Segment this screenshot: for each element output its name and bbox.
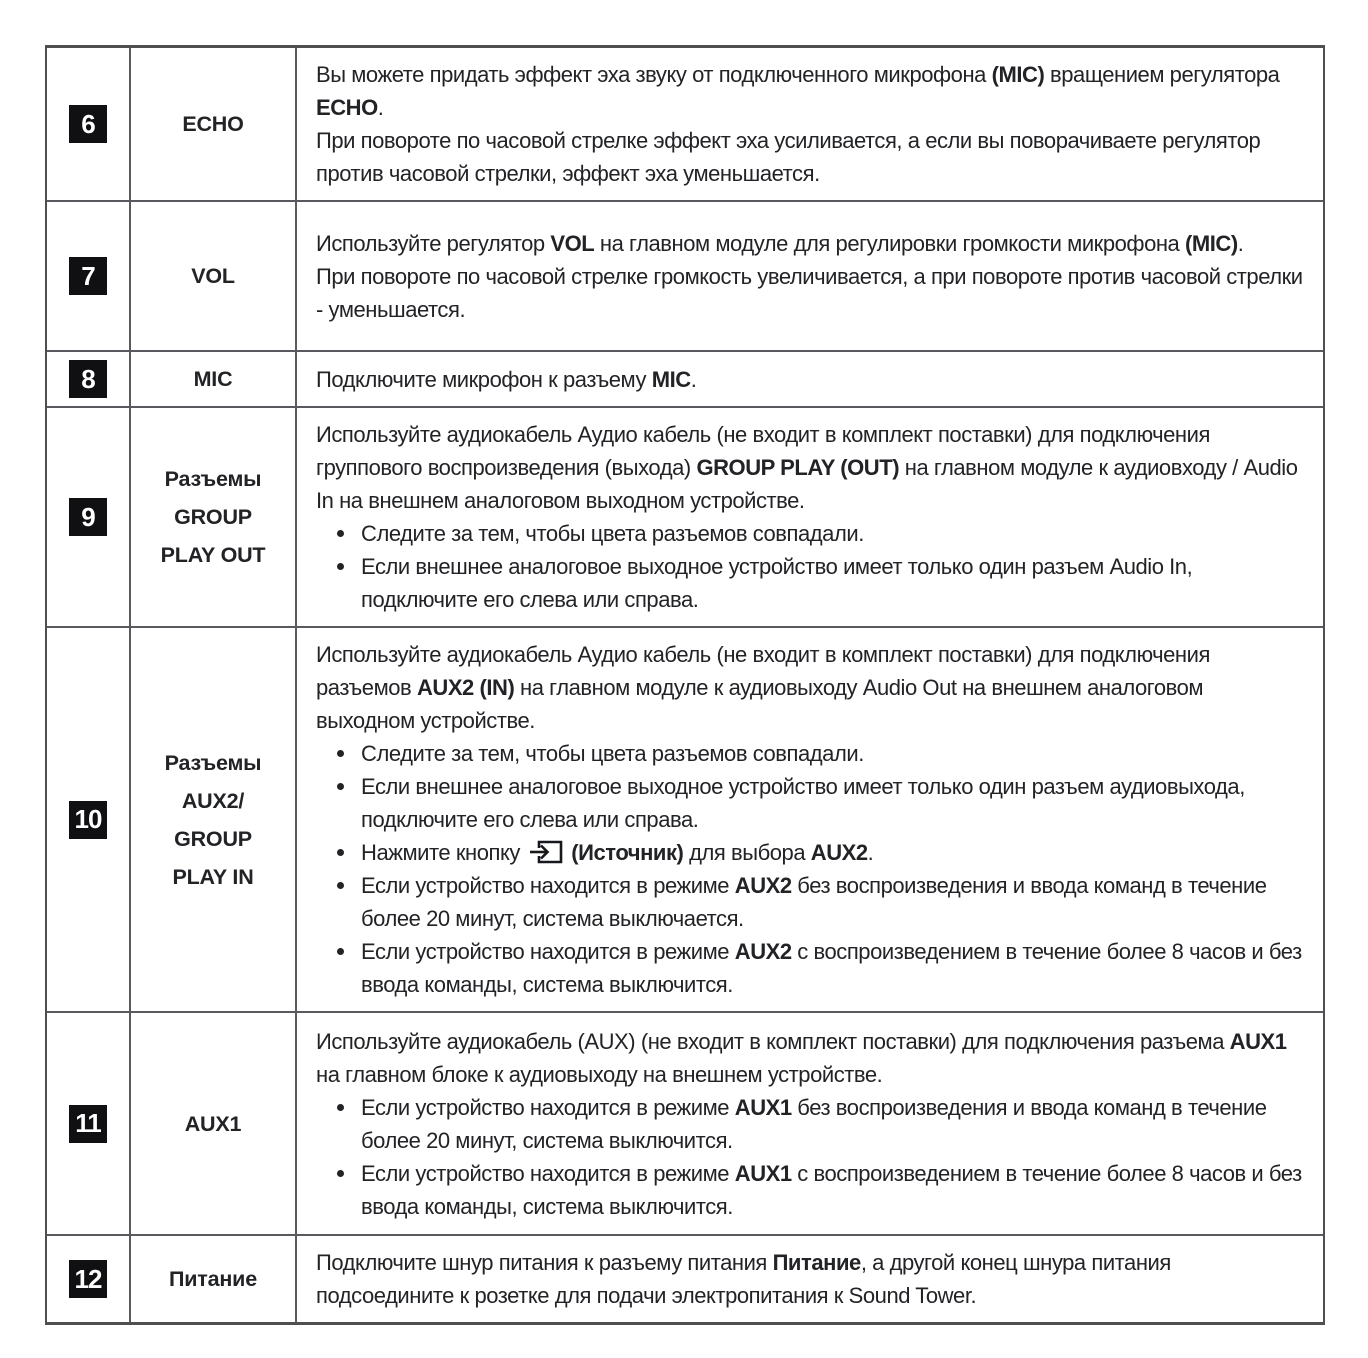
paragraph: Используйте аудиокабель Аудио кабель (не входит в комплект поставки) для подключения разъемов AUX2 (IN) на главном модуле к аудиовыходу Audio Out на внешнем аналоговом выходном устройстве. — [316, 642, 1210, 733]
paragraph: Используйте аудиокабель Аудио кабель (не входит в комплект поставки) для подключения группового воспроизведения (выхода) GROUP PLAY (OUT) на главном модуле к аудиовходу / Audio In на внешнем аналоговом выходном устройстве. — [316, 422, 1298, 513]
bullet-item: Если устройство находится в режиме AUX1 без воспроизведения и ввода команд в течение более 20 минут, система выключится. — [316, 1091, 1303, 1157]
table-row — [47, 200, 1323, 350]
row-number-cell — [47, 1013, 131, 1234]
row-description — [297, 352, 1323, 406]
table-row — [47, 1011, 1323, 1234]
row-number-cell — [47, 1236, 131, 1322]
bullet-item: Нажмите кнопку (Источник) для выбора AUX2. — [316, 836, 1303, 869]
row-number-cell — [47, 48, 131, 200]
paragraph: Используйте аудиокабель (AUX) (не входит в комплект поставки) для подключения разъема AUX1 на главном блоке к аудиовыходу на внешнем устройстве. — [316, 1028, 1287, 1087]
bullet-item: Если внешнее аналоговое выходное устройство имеет только один разъем аудиовыхода, подключите его слева или справа. — [316, 770, 1303, 836]
paragraph: Вы можете придать эффект эха звуку от подключенного микрофона (MIC) вращением регулятора ECHO. — [316, 62, 1280, 120]
spec-table — [45, 45, 1325, 1325]
table-row — [47, 48, 1323, 200]
row-description — [297, 1236, 1323, 1322]
row-number-badge: 8 — [69, 360, 107, 398]
row-label: Разъемы AUX2/ GROUP PLAY IN — [131, 628, 297, 1011]
row-description — [297, 202, 1323, 350]
table-row — [47, 626, 1323, 1011]
bullet-item: Если устройство находится в режиме AUX1 с воспроизведением в течение более 8 часов и без ввода команды, система выключится. — [316, 1157, 1303, 1223]
row-label: ECHO — [131, 48, 297, 200]
row-number-badge: 6 — [69, 105, 107, 143]
row-number-badge: 10 — [69, 801, 107, 839]
row-description — [297, 1013, 1323, 1234]
row-number-cell — [47, 628, 131, 1011]
table-row — [47, 1234, 1323, 1322]
bullet-item: Следите за тем, чтобы цвета разъемов совпадали. — [316, 737, 1303, 770]
row-label: MIC — [131, 352, 297, 406]
row-label: Разъемы GROUP PLAY OUT — [131, 408, 297, 626]
table-row — [47, 406, 1323, 626]
row-number-badge: 7 — [69, 257, 107, 295]
row-number-badge: 9 — [69, 498, 107, 536]
source-button-icon — [528, 838, 564, 866]
bullet-item: Если внешнее аналоговое выходное устройство имеет только один разъем Audio In, подключите его слева или справа. — [316, 550, 1303, 616]
row-number-badge: 11 — [69, 1105, 107, 1143]
row-label: AUX1 — [131, 1013, 297, 1234]
paragraph: Используйте регулятор VOL на главном модуле для регулировки громкости микрофона (MIC). — [316, 230, 1244, 256]
bullet-item: Если устройство находится в режиме AUX2 с воспроизведением в течение более 8 часов и без ввода команды, система выключится. — [316, 935, 1303, 1001]
paragraph: При повороте по часовой стрелке громкость увеличивается, а при повороте против часовой стрелки - уменьшается. — [316, 263, 1303, 322]
bullet-item: Следите за тем, чтобы цвета разъемов совпадали. — [316, 517, 1303, 550]
row-label: Питание — [131, 1236, 297, 1322]
table-row — [47, 350, 1323, 406]
paragraph: Подключите шнур питания к разъему питания Питание, а другой конец шнура питания подсоедините к розетке для подачи электропитания к Sound Tower. — [316, 1250, 1171, 1308]
row-number-cell — [47, 352, 131, 406]
paragraph: При повороте по часовой стрелке эффект эха усиливается, а если вы поворачиваете регулятор против часовой стрелки, эффект эха уменьшается. — [316, 128, 1261, 186]
bullet-item: Если устройство находится в режиме AUX2 без воспроизведения и ввода команд в течение более 20 минут, система выключается. — [316, 869, 1303, 935]
row-description — [297, 628, 1323, 1011]
row-number-cell — [47, 408, 131, 626]
row-number-badge: 12 — [69, 1260, 107, 1298]
row-description — [297, 408, 1323, 626]
row-label: VOL — [131, 202, 297, 350]
paragraph: Подключите микрофон к разъему MIC. — [316, 366, 697, 392]
row-description — [297, 48, 1323, 200]
row-number-cell — [47, 202, 131, 350]
